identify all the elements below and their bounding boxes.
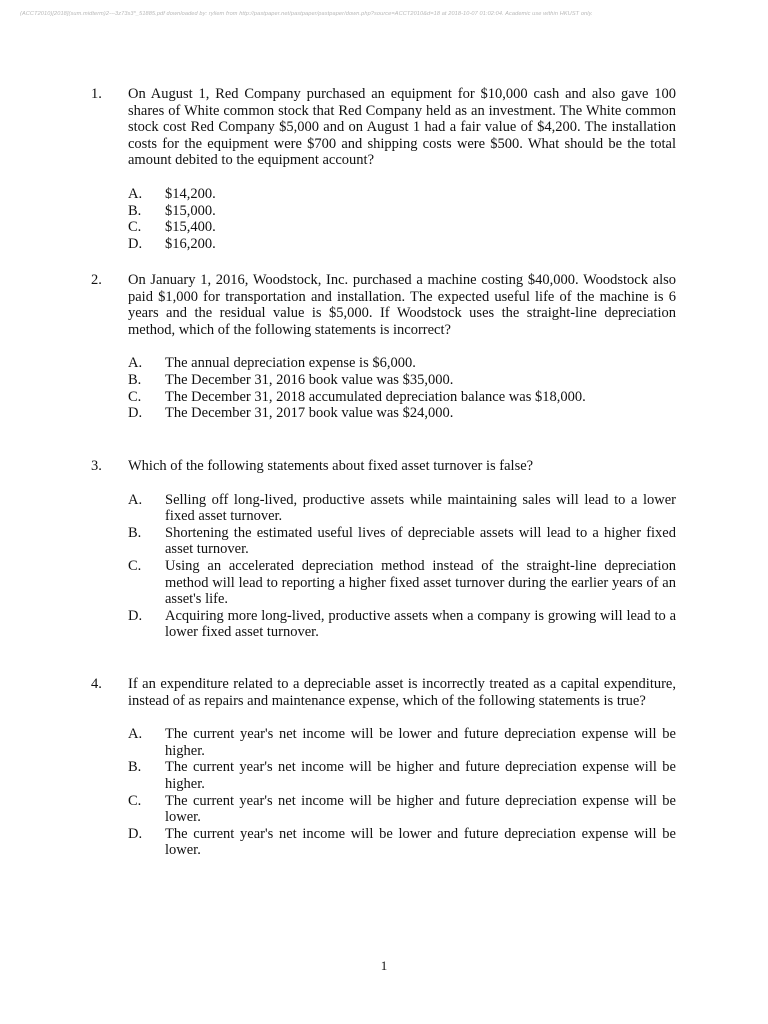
option-text: $15,400. [165,219,216,236]
option-letter: D. [128,607,143,624]
question-3 [91,458,676,676]
question-1 [91,86,676,272]
option-letter: D. [128,825,143,842]
question-list [91,86,676,859]
option-letter: A. [128,491,143,508]
option-text: Shortening the estimated useful lives of depreciable assets will lead to a higher fixed asset turnover. [165,524,676,558]
option-text: The current year's net income will be higher and future depreciation expense will be lower. [165,792,676,826]
question-number: 3. [91,458,102,474]
option-letter: D. [128,235,143,252]
answer-options [128,726,676,859]
option-a [128,726,676,759]
option-letter: C. [128,219,142,236]
option-letter: A. [128,185,143,202]
option-letter: D. [128,405,143,422]
option-text: The current year's net income will be lower and future depreciation expense will be lower. [165,825,676,859]
option-c [128,793,676,826]
option-b [128,525,676,558]
option-b [128,372,676,389]
option-text: The December 31, 2016 book value was $35,000. [165,371,454,388]
question-number: 4. [91,676,102,692]
question-text: On January 1, 2016, Woodstock, Inc. purchased a machine costing $40,000. Woodstock also paid $1,000 for transportation and installation. The expected useful life of the machine is 6 years and the residual value is $5,000. If Woodstock uses the straight-line depreciation method, which of the following statements is incorrect? [128,272,676,338]
option-d [128,405,676,422]
option-letter: C. [128,388,142,405]
option-text: $14,200. [165,185,216,202]
option-d [128,826,676,859]
option-letter: B. [128,524,142,541]
option-text: The December 31, 2017 book value was $24,000. [165,405,454,422]
option-letter: C. [128,792,142,809]
question-text: Which of the following statements about fixed asset turnover is false? [128,458,534,474]
option-a [128,492,676,525]
option-text: The current year's net income will be lower and future depreciation expense will be higher. [165,726,676,759]
download-watermark: (ACCT2010)[2018](sum.midterm)2---3z73s3*_51885.pdf downloaded by: ryliem from http://pastpaper.net/pastpaper/pastpaper/down.php?source=ACCT2010&d=18 at 2018-10-07 01:02:04. Academic use within HKUST only. [20,11,593,17]
option-text: Selling off long-lived, productive assets while maintaining sales will lead to a lower fixed asset turnover. [165,491,676,525]
question-text: If an expenditure related to a depreciable asset is incorrectly treated as a capital expenditure, instead of as repairs and maintenance expense, which of the following statements is true? [128,676,676,709]
question-4 [91,676,676,859]
option-d [128,608,676,641]
page-number: 1 [380,958,388,973]
question-number: 1. [91,86,102,102]
option-c [128,219,676,236]
answer-options [128,355,676,421]
option-d [128,236,676,253]
question-number: 2. [91,272,102,288]
answer-options [128,492,676,641]
option-letter: A. [128,726,143,743]
option-letter: B. [128,371,142,388]
option-b [128,203,676,220]
option-a [128,186,676,203]
option-text: Acquiring more long-lived, productive assets when a company is growing will lead to a lower fixed asset turnover. [165,607,676,641]
option-text: $16,200. [165,235,216,252]
answer-options [128,186,676,252]
option-text: The annual depreciation expense is $6,000. [165,355,416,372]
option-letter: B. [128,202,142,219]
option-letter: C. [128,557,142,574]
option-text: $15,000. [165,202,216,219]
option-c [128,558,676,608]
option-text: The current year's net income will be higher and future depreciation expense will be higher. [165,759,676,792]
option-letter: B. [128,759,142,776]
option-b [128,759,676,792]
option-letter: A. [128,355,143,372]
option-text: Using an accelerated depreciation method instead of the straight-line depreciation method will lead to reporting a higher fixed asset turnover during the earlier years of an asset's life. [165,557,676,608]
question-text: On August 1, Red Company purchased an equipment for $10,000 cash and also gave 100 shares of White common stock that Red Company held as an investment. The White common stock cost Red Company $5,000 and on August 1 had a fair value of $4,200. The installation costs for the equipment were $700 and shipping costs were $500. What should be the total amount debited to the equipment account? [128,86,676,169]
option-text: The December 31, 2018 accumulated depreciation balance was $18,000. [165,388,586,405]
option-c [128,389,676,406]
question-2 [91,272,676,458]
option-a [128,355,676,372]
